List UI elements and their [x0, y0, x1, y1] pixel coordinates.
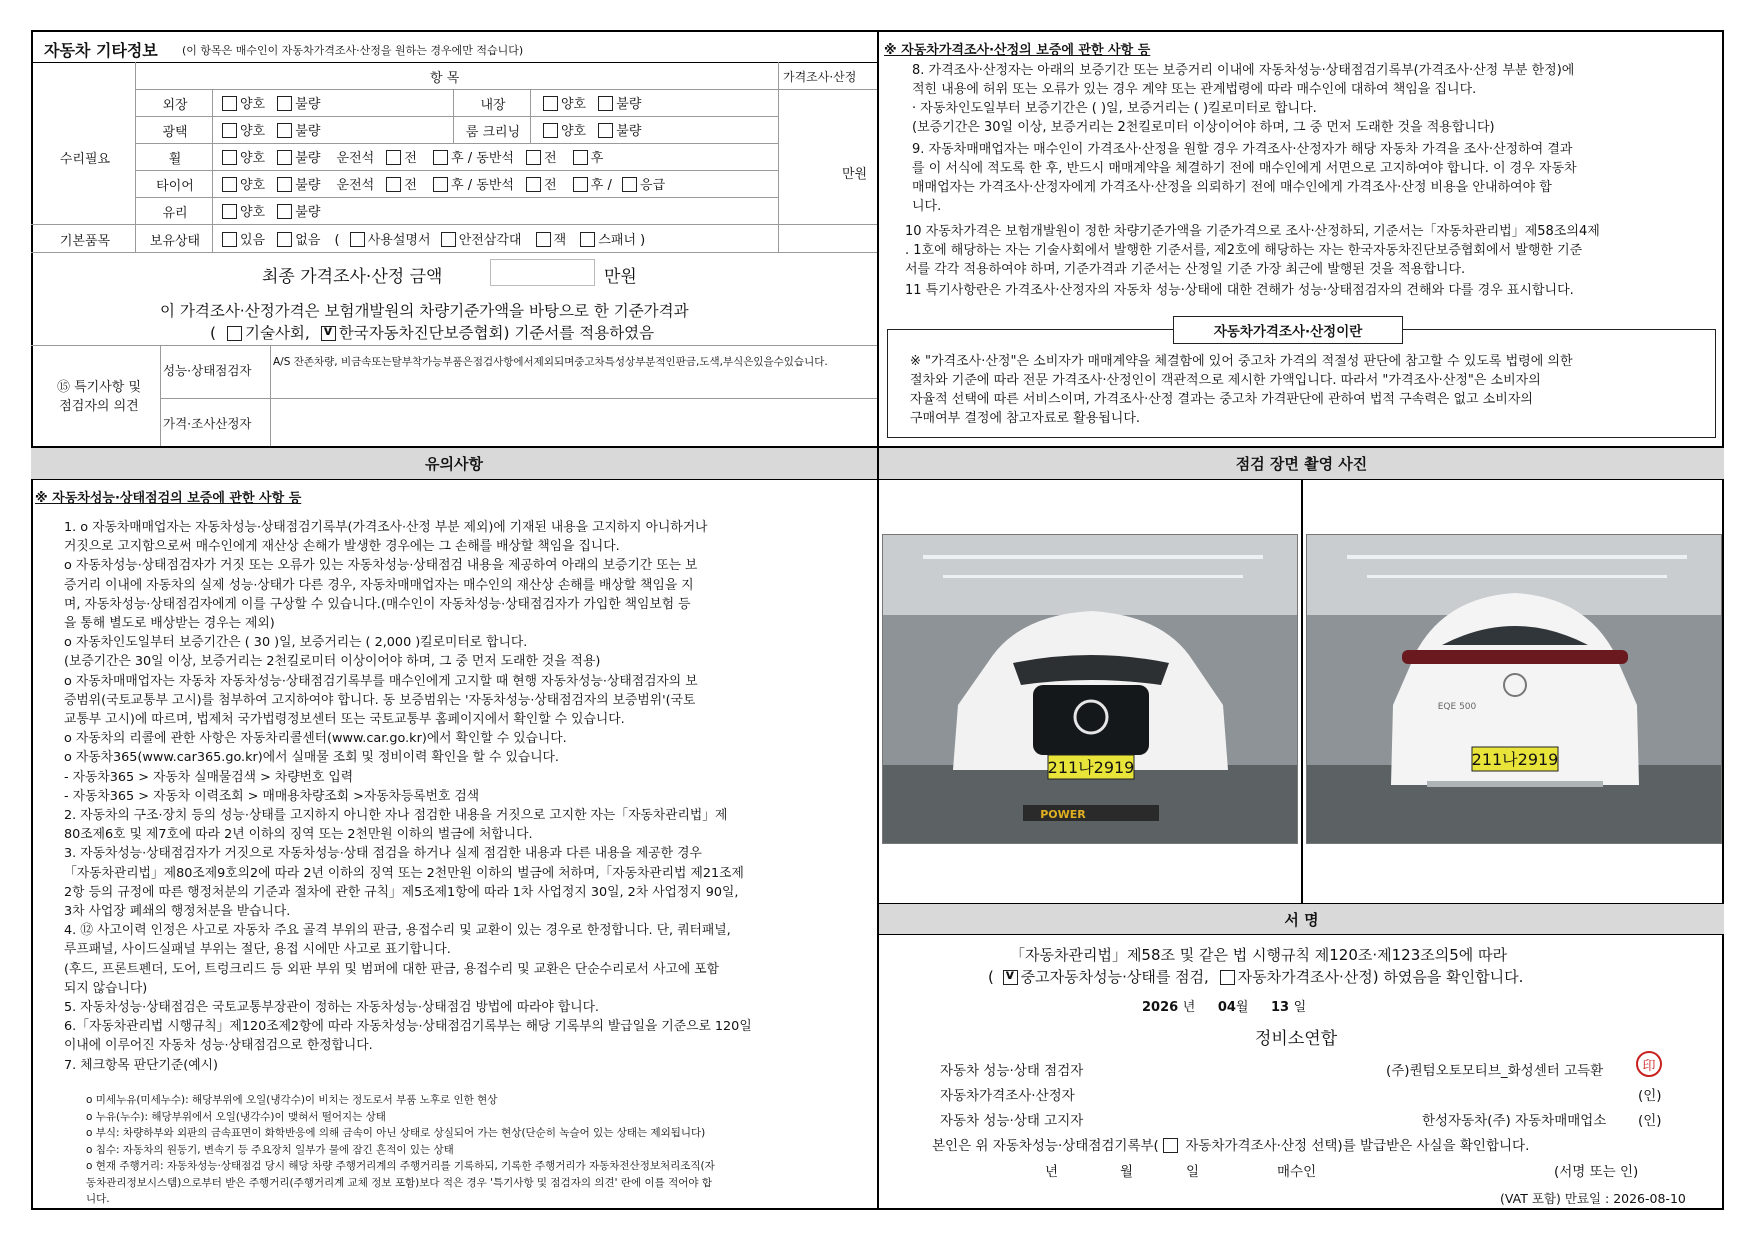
price-inspector-sign-label: 자동차가격조사·산정자 [940, 1088, 1075, 1104]
tire-passenger-rear-checkbox[interactable] [573, 177, 588, 192]
triangle-checkbox[interactable] [441, 232, 456, 247]
price-guarantee-item-10: 10 자동차가격은 보험개발원이 정한 차량기준가액을 기준가격으로 조사·산정하되, 기준서는「자동차관리법」제58조의4제 . 1호에 해당하는 자는 기술사회에서 발행한 기준서를, 제2호에 해당하는 자는 한국자동차진단보증협회에서 발행한 기준 서를 각각 적용하여야 하며, 기준가격과 기준서는 산정일 기준 가장 최근에 발행된 것을 적용합니다. [905, 224, 1600, 277]
inspector-label: 자동차 성능·상태 점검자 [940, 1063, 1084, 1079]
notifier-label: 자동차 성능·상태 고지자 [940, 1113, 1084, 1129]
row-wheel: 휠 [168, 152, 182, 167]
inspector-value: (주)퀀텀오토모티브_화성센터 고득환 [1386, 1063, 1604, 1079]
repair-needed-label: 수리필요 [59, 152, 111, 167]
front-plate-text: 211나2919 [1047, 758, 1135, 777]
wheel-passenger-front-checkbox[interactable] [526, 150, 541, 165]
final-amount-unit: 만원 [604, 267, 637, 287]
buyer-date-year: 년 [1045, 1164, 1059, 1180]
photos-header: 점검 장면 촬영 사진 [879, 447, 1724, 480]
receipt-text-a: 본인은 위 자동차성능·상태점검기록부( [932, 1138, 1159, 1154]
row-tire: 타이어 [156, 179, 194, 194]
price-guarantee-item-9: 9. 자동차매매업자는 매수인이 가격조사·산정을 원할 경우 가격조사·산정자가 해당 자동차 가격을 조사·산정하여 결과 를 이 서식에 적도록 한 후, 반드시 매매계약을 체결하기 전에 매수인에게 서면으로 고지하여야 합니다. 이 경우 자동차 매매업자는 가격조사·산정자에게 가격조사·산정을 의뢰하기 전에 매수인에게 가격조사·산정 비용을 안내하여야 합 니다. [912, 142, 1577, 214]
price-unit: 만원 [842, 167, 868, 182]
center-divider [877, 30, 879, 1210]
lift-brand-text: POWER [1040, 808, 1086, 821]
signature-date: 2026 년 04월 13 일 [1142, 1000, 1307, 1015]
special-notes-label: ⑮ 특기사항 및 점검자의 의견 [56, 380, 142, 414]
other-info-title: 자동차 기타정보 [44, 41, 158, 60]
price-guarantee-title: ※ 자동차가격조사·산정의 보증에 관한 사항 등 [884, 43, 1151, 58]
basic-items-label: 기본품목 [59, 234, 111, 249]
notice-header: 유의사항 [31, 447, 877, 480]
jack-checkbox[interactable] [536, 232, 551, 247]
notice-title: ※ 자동차성능·상태점검의 보증에 관한 사항 등 [35, 491, 302, 506]
wheel-passenger-rear-checkbox[interactable] [573, 150, 588, 165]
basis-kaiv-checkbox[interactable] [321, 326, 336, 341]
tire-driver-front-checkbox[interactable] [386, 177, 401, 192]
price-guarantee-item-8: 8. 가격조사·산정자는 아래의 보증기간 또는 보증거리 이내에 자동차성능·상태점검기록부(가격조사·산정 부분 한정)에 적힌 내용에 허위 또는 오류가 있는 경우 계약 또는 관계법령에 따라 매수인에 대하여 책임을 집니다. · 자동차인도일부터 보증기간은 ( )일, 보증거리는 ( )킬로미터로 합니다. (보증기간은 30일 이상, 보증거리는 2천킬로미터 이상이어야 하며, 그 중 먼저 도래한 것을 적용합니다) [912, 63, 1575, 135]
confirm-inspection-checkbox[interactable] [1003, 970, 1018, 985]
notice-body: 1. o 자동차매매업자는 자동차성능·상태점검기록부(가격조사·산정 부분 제외)에 기재된 내용을 고지하지 아니하거나 거짓으로 고지함으로써 매수인에게 재산상 손해가 발생한 경우에는 그 손해를 배상할 책임을 집니다. o 자동차성능·상태점검자가 거짓 또는 오류가 있는 자동차성능·상태점검 내용을 제공하여 아래의 보증기간 또는 보 증거리 이내에 자동차의 실제 성능·상태가 다른 경우, 자동차매매업자는 매수인의 재산상 손해를 배상할 책임을 지 며, 자동차성능·상태점검자에게 이를 구상할 수 있습니다.(매수인이 자동차성능·상태점검자가 가입한 책임보험 등 을 통해 별도로 배상받는 경우는 제외) o 자동차인도일부터 보증기간은 ( 30 )일, 보증거리는 ( 2,000 )킬로미터로 합니다. (보증기간은 30일 이상, 보증거리는 2천킬로미터 이상이어야 하며, 그 중 먼저 도래한 것을 적용) o 자동차매매업자는 자동차 자동차성능·상태점검기록부를 매수인에게 고지할 때 현행 자동차성능·상태점검자의 보 증범위(국토교통부 고시)를 첨부하여 고지하여야 합니다. 동 보증범위는 '자동차성능·상태점검자의 보증범위'(국토 교통부 고시)에 따르며, 법제처 국가법령정보센터 또는 국토교통부 홈페이지에서 확인할 수 있습니다. o 자동차의 리콜에 관한 사항은 자동차리콜센터(www.car.go.kr)에서 확인할 수 있습니다. o 자동차365(www.car365.go.kr)에서 실매물 조회 및 정비이력 확인을 할 수 있습니다. - 자동차365 > 자동차 실매물검색 > 차량번호 입력 - 자동차365 > 자동차 이력조회 > 매매용차량조회 >자동차등록번호 검색 2. 자동차의 구조·장치 등의 성능·상태를 고지하지 아니한 자나 점검한 내용을 거짓으로 고지한 자는「자동차관리법」제 80조제6호 및 제7호에 따라 2년 이하의 징역 또는 2천만원 이하의 벌금에 처합니다. 3. 자동차성능·상태점검자가 거짓으로 자동차성능·상태 점검을 하거나 실제 점검한 내용과 다른 내용을 제공한 경우 「자동차관리법」제80조제9호의2에 따라 2년 이하의 징역 또는 2천만원 이하의 벌금에 처하며,「자동차관리법 제21조제 2항 등의 규정에 따른 행정처분의 기준과 절차에 관한 규칙」제5조제1항에 따라 1차 사업정지 30일, 2차 사업정지 90일, 3차 사업장 폐쇄의 행정처분을 받습니다. 4. ⑫ 사고이력 인정은 사고로 자동차 주요 골격 부위의 판금, 용접수리 및 교환이 있는 경우로 한정합니다. 단, 쿼터패널, 루프패널, 사이드실패널 부위는 절단, 용접 시에만 사고로 표기합니다. (후드, 프론트펜더, 도어, 트렁크리드 등 외판 부위 및 범퍼에 대한 판금, 용접수리 및 교환은 단순수리로서 사고에 포함 되지 않습니다) 5. 자동차성능·상태점검은 국토교통부장관이 정하는 자동차성능·상태점검 방법에 따라야 합니다. 6.「자동차관리법 시행규칙」제120조제2항에 따라 자동차성능·상태점검기록부는 해당 기록부의 발급일을 기준으로 120일 이내에 이루어진 자동차 성능·상태점검으로 한정합니다. 7. 체크항목 판단기준(예시) [64, 520, 752, 1073]
glass-bad-checkbox[interactable] [277, 204, 292, 219]
basis-line1: 이 가격조사·산정가격은 보험개발원의 차량기준가액을 바탕으로 한 기준가격과 [160, 302, 689, 320]
buyer-sign: (서명 또는 인) [1554, 1164, 1639, 1180]
perf-inspector-label: 성능·상태점검자 [163, 363, 252, 378]
row-room-cleaning: 룸 크리닝 [465, 125, 521, 140]
price-explain-text: ※ "가격조사·산정"은 소비자가 매매계약을 체결함에 있어 중고차 가격의 적절성 판단에 참고할 수 있도록 법령에 의한 절차와 기준에 따라 전문 가격조사·산정인이 객관적으로 제시한 가액입니다. 따라서 "가격조사·산정"은 소비자의 자율적 선택에 따른 서비스이며, 가격조사·산정 결과는 중고차 가격판단에 관하여 법적 구속력은 없고 소비자의 구매여부 결정에 참고자료로 활용됩니다. [910, 354, 1573, 426]
notice-criteria: o 미세누유(미세누수): 해당부위에 오일(냉각수)이 비치는 정도로서 부품 노후로 인한 현상 o 누유(누수): 해당부위에서 오일(냉각수)이 맺혀서 떨어지는 상태 o 부식: 차량하부와 외판의 금속표면이 화학반응에 의해 금속이 아닌 상태로 상실되어 가는 현상(단순히 녹슬어 있는 상태는 제외됩니다) o 침수: 자동차의 원동기, 변속기 등 주요장치 일부가 물에 잠긴 흔적이 있는 상태 o 현재 주행거리: 자동차성능·상태점검 당시 해당 차량 주행거리계의 주행거리를 기록하되, 기록한 주행거리가 자동차전산정보처리조직(자 동차관리정보시스템)으로부터 받은 주행거리(주행거리계 교체 정보 포함)보다 적은 경우 '특기사항 및 점검자의 의견' 란에 이를 적어야 합 니다. [86, 1094, 715, 1205]
owned-no-checkbox[interactable] [277, 232, 292, 247]
room-bad-checkbox[interactable] [598, 123, 613, 138]
buyer-date-month: 월 [1120, 1164, 1134, 1180]
final-amount-input[interactable] [490, 259, 595, 286]
footer-expiry: (VAT 포함) 만료일 : 2026-08-10 [1500, 1191, 1686, 1206]
model-badge-text: EQE 500 [1437, 702, 1477, 712]
wheel-driver-front-checkbox[interactable] [386, 150, 401, 165]
interior-good-checkbox[interactable] [543, 96, 558, 111]
rear-photo [1306, 534, 1722, 844]
interior-bad-checkbox[interactable] [598, 96, 613, 111]
owned-yes-checkbox[interactable] [222, 232, 237, 247]
buyer-label: 매수인 [1277, 1164, 1317, 1180]
col-item-header: 항 목 [430, 71, 460, 86]
final-amount-label: 최종 가격조사·산정 금액 [262, 267, 443, 287]
tire-driver-rear-checkbox[interactable] [433, 177, 448, 192]
col-price-header: 가격조사·산정 [783, 70, 857, 84]
wheel-bad-checkbox[interactable] [277, 150, 292, 165]
notifier-seal: (인) [1638, 1113, 1662, 1129]
exterior-good-checkbox[interactable] [222, 96, 237, 111]
row-gloss: 광택 [162, 125, 188, 140]
signature-header: 서 명 [879, 903, 1724, 935]
wheel-good-checkbox[interactable] [222, 150, 237, 165]
tire-emergency-checkbox[interactable] [622, 177, 637, 192]
union-name: 정비소연합 [1255, 1029, 1338, 1049]
front-photo [882, 534, 1298, 844]
price-explain-title: 자동차가격조사·산정이란 [1173, 316, 1403, 344]
row-interior: 내장 [480, 98, 506, 113]
receipt-price-checkbox[interactable] [1163, 1138, 1178, 1153]
receipt-text-b: 자동차가격조사·산정 선택)를 발급받은 사실을 확인합니다. [1185, 1138, 1530, 1154]
spanner-checkbox[interactable] [580, 232, 595, 247]
notifier-value: 한성자동차(주) 자동차매매업소 [1422, 1113, 1607, 1129]
other-info-note: (이 항목은 매수인이 자동차가격조사·산정을 원하는 경우에만 적습니다) [182, 44, 524, 57]
row-glass: 유리 [162, 206, 188, 221]
price-guarantee-item-11: 11 특기사항란은 가격조사·산정자의 자동차 성능·상태에 대한 견해가 성능·상태점검자의 견해와 다를 경우 표시합니다. [905, 283, 1574, 298]
price-inspector-label: 가격·조사산정자 [163, 416, 252, 431]
confirm-price-checkbox[interactable] [1220, 970, 1235, 985]
signature-law-line: 「자동차관리법」제58조 및 같은 법 시행규칙 제120조·제123조의5에 따라 [1010, 946, 1508, 964]
glass-good-checkbox[interactable] [222, 204, 237, 219]
room-good-checkbox[interactable] [543, 123, 558, 138]
exterior-bad-checkbox[interactable] [277, 96, 292, 111]
tire-passenger-front-checkbox[interactable] [526, 177, 541, 192]
gloss-bad-checkbox[interactable] [277, 123, 292, 138]
inspector-stamp: 印 [1636, 1051, 1662, 1077]
basis-tech-checkbox[interactable] [227, 326, 242, 341]
row-exterior: 외장 [162, 98, 188, 113]
tire-bad-checkbox[interactable] [277, 177, 292, 192]
buyer-date-day: 일 [1186, 1164, 1200, 1180]
row-owned: 보유상태 [149, 234, 201, 249]
rear-plate-text: 211나2919 [1471, 750, 1559, 769]
tire-good-checkbox[interactable] [222, 177, 237, 192]
perf-inspector-opinion: A/S 잔존차량, 비금속또는탈부착가능부품은점검사항에서제외되며중고차특성상부분적인판금,도색,부식은있을수있습니다. [273, 356, 828, 368]
gloss-good-checkbox[interactable] [222, 123, 237, 138]
manual-checkbox[interactable] [350, 232, 365, 247]
price-inspector-seal: (인) [1638, 1088, 1662, 1104]
wheel-driver-rear-checkbox[interactable] [433, 150, 448, 165]
